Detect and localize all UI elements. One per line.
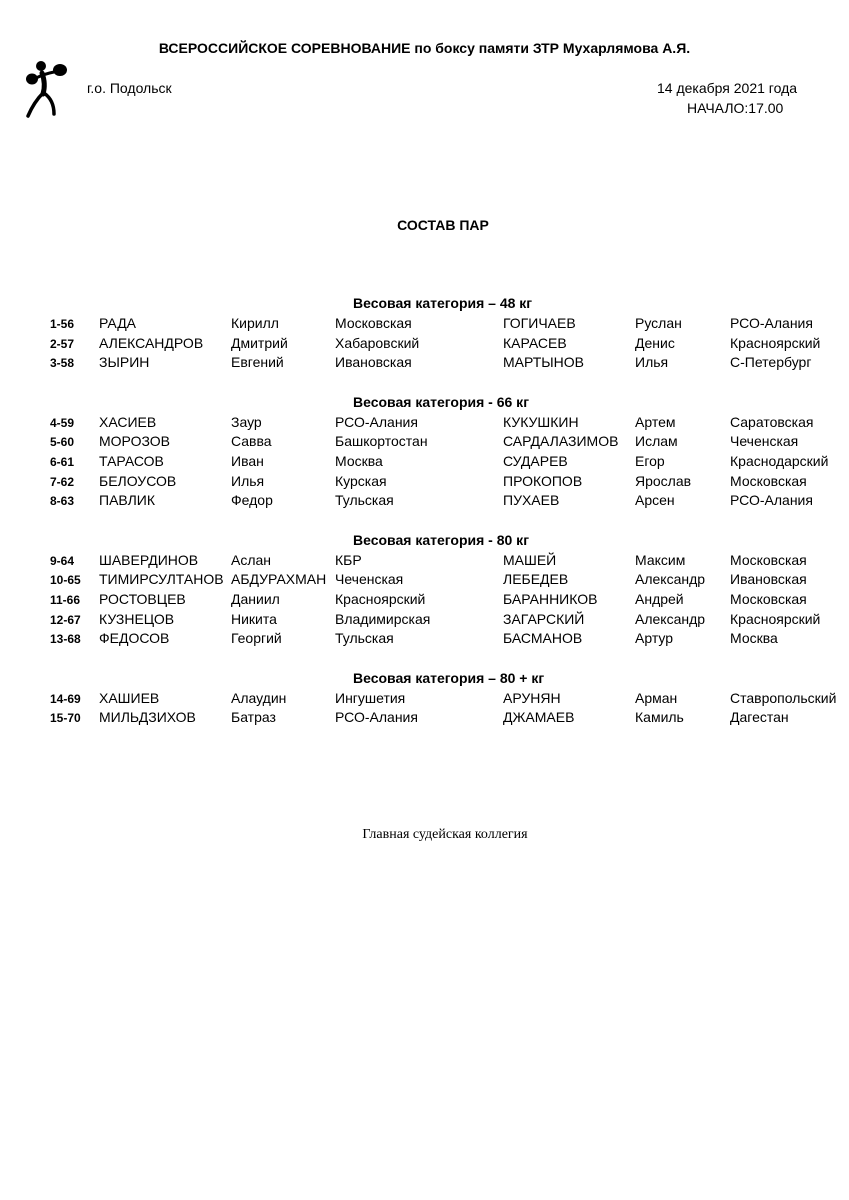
pairs-list — [0, 295, 849, 729]
pair-row — [0, 591, 849, 611]
weight-category-title: Весовая категория - 66 кг — [353, 393, 530, 410]
blue-corner-name: Андрей — [635, 590, 684, 607]
footer-signature: Главная судейская коллегия — [362, 827, 528, 842]
blue-corner-region: Москва — [730, 630, 778, 647]
blue-corner-region: Саратовская — [730, 413, 814, 430]
red-corner-region: РСО-Алания — [335, 709, 418, 726]
blue-corner-name: Арсен — [635, 492, 675, 509]
pair-row — [0, 492, 849, 512]
blue-corner-region: Ивановская — [730, 571, 807, 588]
red-corner-name: Алаудин — [231, 689, 287, 706]
red-corner-name: Аслан — [231, 551, 272, 568]
blue-corner-region: С-Петербург — [730, 354, 812, 371]
blue-corner-name: Илья — [635, 354, 669, 371]
blue-corner-name: Арман — [635, 689, 678, 706]
red-corner-region: Башкортостан — [335, 433, 428, 450]
blue-corner-region: Московская — [730, 590, 807, 607]
red-corner-surname: МОРОЗОВ — [99, 433, 170, 450]
red-corner-region: РСО-Алания — [335, 413, 418, 430]
red-corner-region: КБР — [335, 551, 362, 568]
red-corner-region: Москва — [335, 452, 383, 469]
red-corner-surname: ХАШИЕВ — [99, 689, 160, 706]
blue-corner-region: Красноярский — [730, 334, 821, 351]
event-date: 14 декабря 2021 года — [657, 80, 798, 96]
blue-corner-region: Чеченская — [730, 433, 799, 450]
blue-corner-name: Ислам — [635, 433, 678, 450]
pair-number: 15-70 — [50, 711, 81, 726]
section-title: СОСТАВ ПАР — [397, 217, 489, 233]
red-corner-region: Ингушетия — [335, 689, 406, 706]
blue-corner-surname: БАСМАНОВ — [503, 630, 583, 647]
pair-row — [0, 611, 849, 631]
red-corner-region: Московская — [335, 315, 412, 331]
red-corner-name: Никита — [231, 610, 277, 627]
city-label: г.о. Подольск — [87, 80, 172, 96]
red-corner-region: Красноярский — [335, 590, 426, 607]
weight-category-header — [0, 670, 849, 690]
blue-corner-name: Артем — [635, 413, 676, 430]
blue-corner-name: Артур — [635, 630, 674, 647]
blue-corner-region: Московская — [730, 551, 807, 568]
pair-row — [0, 354, 849, 374]
pair-row — [0, 709, 849, 729]
pair-number: 9-64 — [50, 553, 75, 568]
document-title: ВСЕРОССИЙСКОЕ СОРЕВНОВАНИЕ по боксу памяти ЗТР Мухарлямова А.Я. — [158, 40, 691, 56]
pair-number: 1-56 — [50, 317, 75, 331]
weight-category-title: Весовая категория – 48 кг — [353, 295, 533, 311]
red-corner-region: Владимирская — [335, 610, 431, 627]
blue-corner-surname: АРУНЯН — [503, 689, 561, 706]
blue-corner-region: Красноярский — [730, 610, 821, 627]
blue-corner-name: Александр — [635, 610, 706, 627]
red-corner-surname: ФЕДОСОВ — [99, 630, 170, 647]
blue-corner-region: Краснодарский — [730, 452, 829, 469]
red-corner-name: Батраз — [231, 709, 276, 726]
weight-category-header — [0, 532, 849, 552]
blue-corner-region: Московская — [730, 472, 807, 489]
pair-row — [0, 315, 849, 335]
red-corner-name: Кирилл — [231, 315, 279, 331]
red-corner-region: Хабаровский — [335, 334, 420, 351]
blue-corner-surname: МАРТЫНОВ — [503, 354, 584, 371]
pair-number: 10-65 — [50, 573, 81, 588]
red-corner-region: Тульская — [335, 630, 394, 647]
blue-corner-surname: ЗАГАРСКИЙ — [503, 610, 585, 627]
red-corner-name: Федор — [231, 492, 273, 509]
pair-number: 12-67 — [50, 612, 81, 627]
blue-corner-region: Дагестан — [730, 709, 789, 726]
red-corner-region: Курская — [335, 472, 387, 489]
blue-corner-name: Егор — [635, 452, 665, 469]
red-corner-name: Савва — [231, 433, 272, 450]
pair-row — [0, 630, 849, 650]
category-gap — [0, 374, 849, 394]
blue-corner-region: Ставропольский — [730, 689, 837, 706]
red-corner-surname: ХАСИЕВ — [99, 413, 157, 430]
blue-corner-region: РСО-Алания — [730, 492, 813, 509]
pair-number: 4-59 — [50, 415, 75, 430]
pair-number: 3-58 — [50, 356, 75, 371]
red-corner-name: Евгений — [231, 354, 284, 371]
blue-corner-name: Ярослав — [635, 472, 692, 489]
weight-category-title: Весовая категория - 80 кг — [353, 531, 530, 548]
red-corner-name: Иван — [231, 452, 264, 469]
red-corner-surname: РАДА — [99, 315, 137, 331]
blue-corner-surname: ГОГИЧАЕВ — [503, 315, 576, 331]
red-corner-surname: КУЗНЕЦОВ — [99, 610, 175, 627]
red-corner-region: Ивановская — [335, 354, 412, 371]
blue-corner-name: Александр — [635, 571, 706, 588]
blue-corner-surname: ЛЕБЕДЕВ — [503, 571, 569, 588]
pair-number: 13-68 — [50, 632, 81, 647]
red-corner-region: Тульская — [335, 492, 394, 509]
pair-number: 5-60 — [50, 435, 75, 450]
red-corner-surname: РОСТОВЦЕВ — [99, 590, 186, 607]
red-corner-surname: ТИМИРСУЛТАНОВ — [99, 571, 224, 588]
pair-row — [0, 552, 849, 572]
red-corner-region: Чеченская — [335, 571, 404, 588]
weight-category-header — [0, 394, 849, 414]
boxer-icon — [22, 56, 72, 125]
red-corner-surname: АЛЕКСАНДРОВ — [99, 334, 204, 351]
pair-row — [0, 414, 849, 434]
blue-corner-name: Максим — [635, 551, 686, 568]
pair-row — [0, 473, 849, 493]
red-corner-surname: ПАВЛИК — [99, 492, 155, 509]
blue-corner-name: Руслан — [635, 315, 682, 331]
pair-number: 7-62 — [50, 474, 75, 489]
blue-corner-surname: САРДАЛАЗИМОВ — [503, 433, 619, 450]
blue-corner-surname: КУКУШКИН — [503, 413, 579, 430]
blue-corner-surname: ПУХАЕВ — [503, 492, 560, 509]
pair-row — [0, 690, 849, 710]
red-corner-name: Заур — [231, 413, 262, 430]
pair-number: 14-69 — [50, 691, 81, 706]
red-corner-name: Дмитрий — [231, 334, 288, 351]
red-corner-name: Илья — [231, 472, 265, 489]
blue-corner-name: Денис — [635, 334, 675, 351]
pair-row — [0, 453, 849, 473]
blue-corner-name: Камиль — [635, 709, 684, 726]
red-corner-name: Георгий — [231, 630, 282, 647]
pair-row — [0, 571, 849, 591]
blue-corner-surname: БАРАННИКОВ — [503, 590, 598, 607]
category-gap — [0, 650, 849, 670]
red-corner-surname: БЕЛОУСОВ — [99, 472, 177, 489]
blue-corner-surname: СУДАРЕВ — [503, 452, 568, 469]
category-gap — [0, 512, 849, 532]
blue-corner-surname: ДЖАМАЕВ — [503, 709, 575, 726]
pair-number: 8-63 — [50, 494, 75, 509]
pair-row — [0, 433, 849, 453]
weight-category-header — [0, 295, 849, 315]
red-corner-surname: ЗЫРИН — [99, 354, 150, 371]
pair-number: 11-66 — [50, 592, 81, 607]
pair-number: 2-57 — [50, 336, 75, 351]
pair-number: 6-61 — [50, 454, 75, 469]
blue-corner-surname: ПРОКОПОВ — [503, 472, 583, 489]
red-corner-name: АБДУРАХМАН — [231, 571, 327, 588]
start-time: НАЧАЛО:17.00 — [687, 100, 784, 116]
red-corner-surname: МИЛЬДЗИХОВ — [99, 709, 196, 726]
pair-row — [0, 335, 849, 355]
red-corner-surname: ШАВЕРДИНОВ — [99, 551, 199, 568]
weight-category-title: Весовая категория – 80 + кг — [353, 669, 545, 686]
red-corner-surname: ТАРАСОВ — [99, 452, 164, 469]
red-corner-name: Даниил — [231, 590, 280, 607]
blue-corner-surname: МАШЕЙ — [503, 551, 557, 568]
blue-corner-region: РСО-Алания — [730, 315, 813, 331]
blue-corner-surname: КАРАСЕВ — [503, 334, 567, 351]
